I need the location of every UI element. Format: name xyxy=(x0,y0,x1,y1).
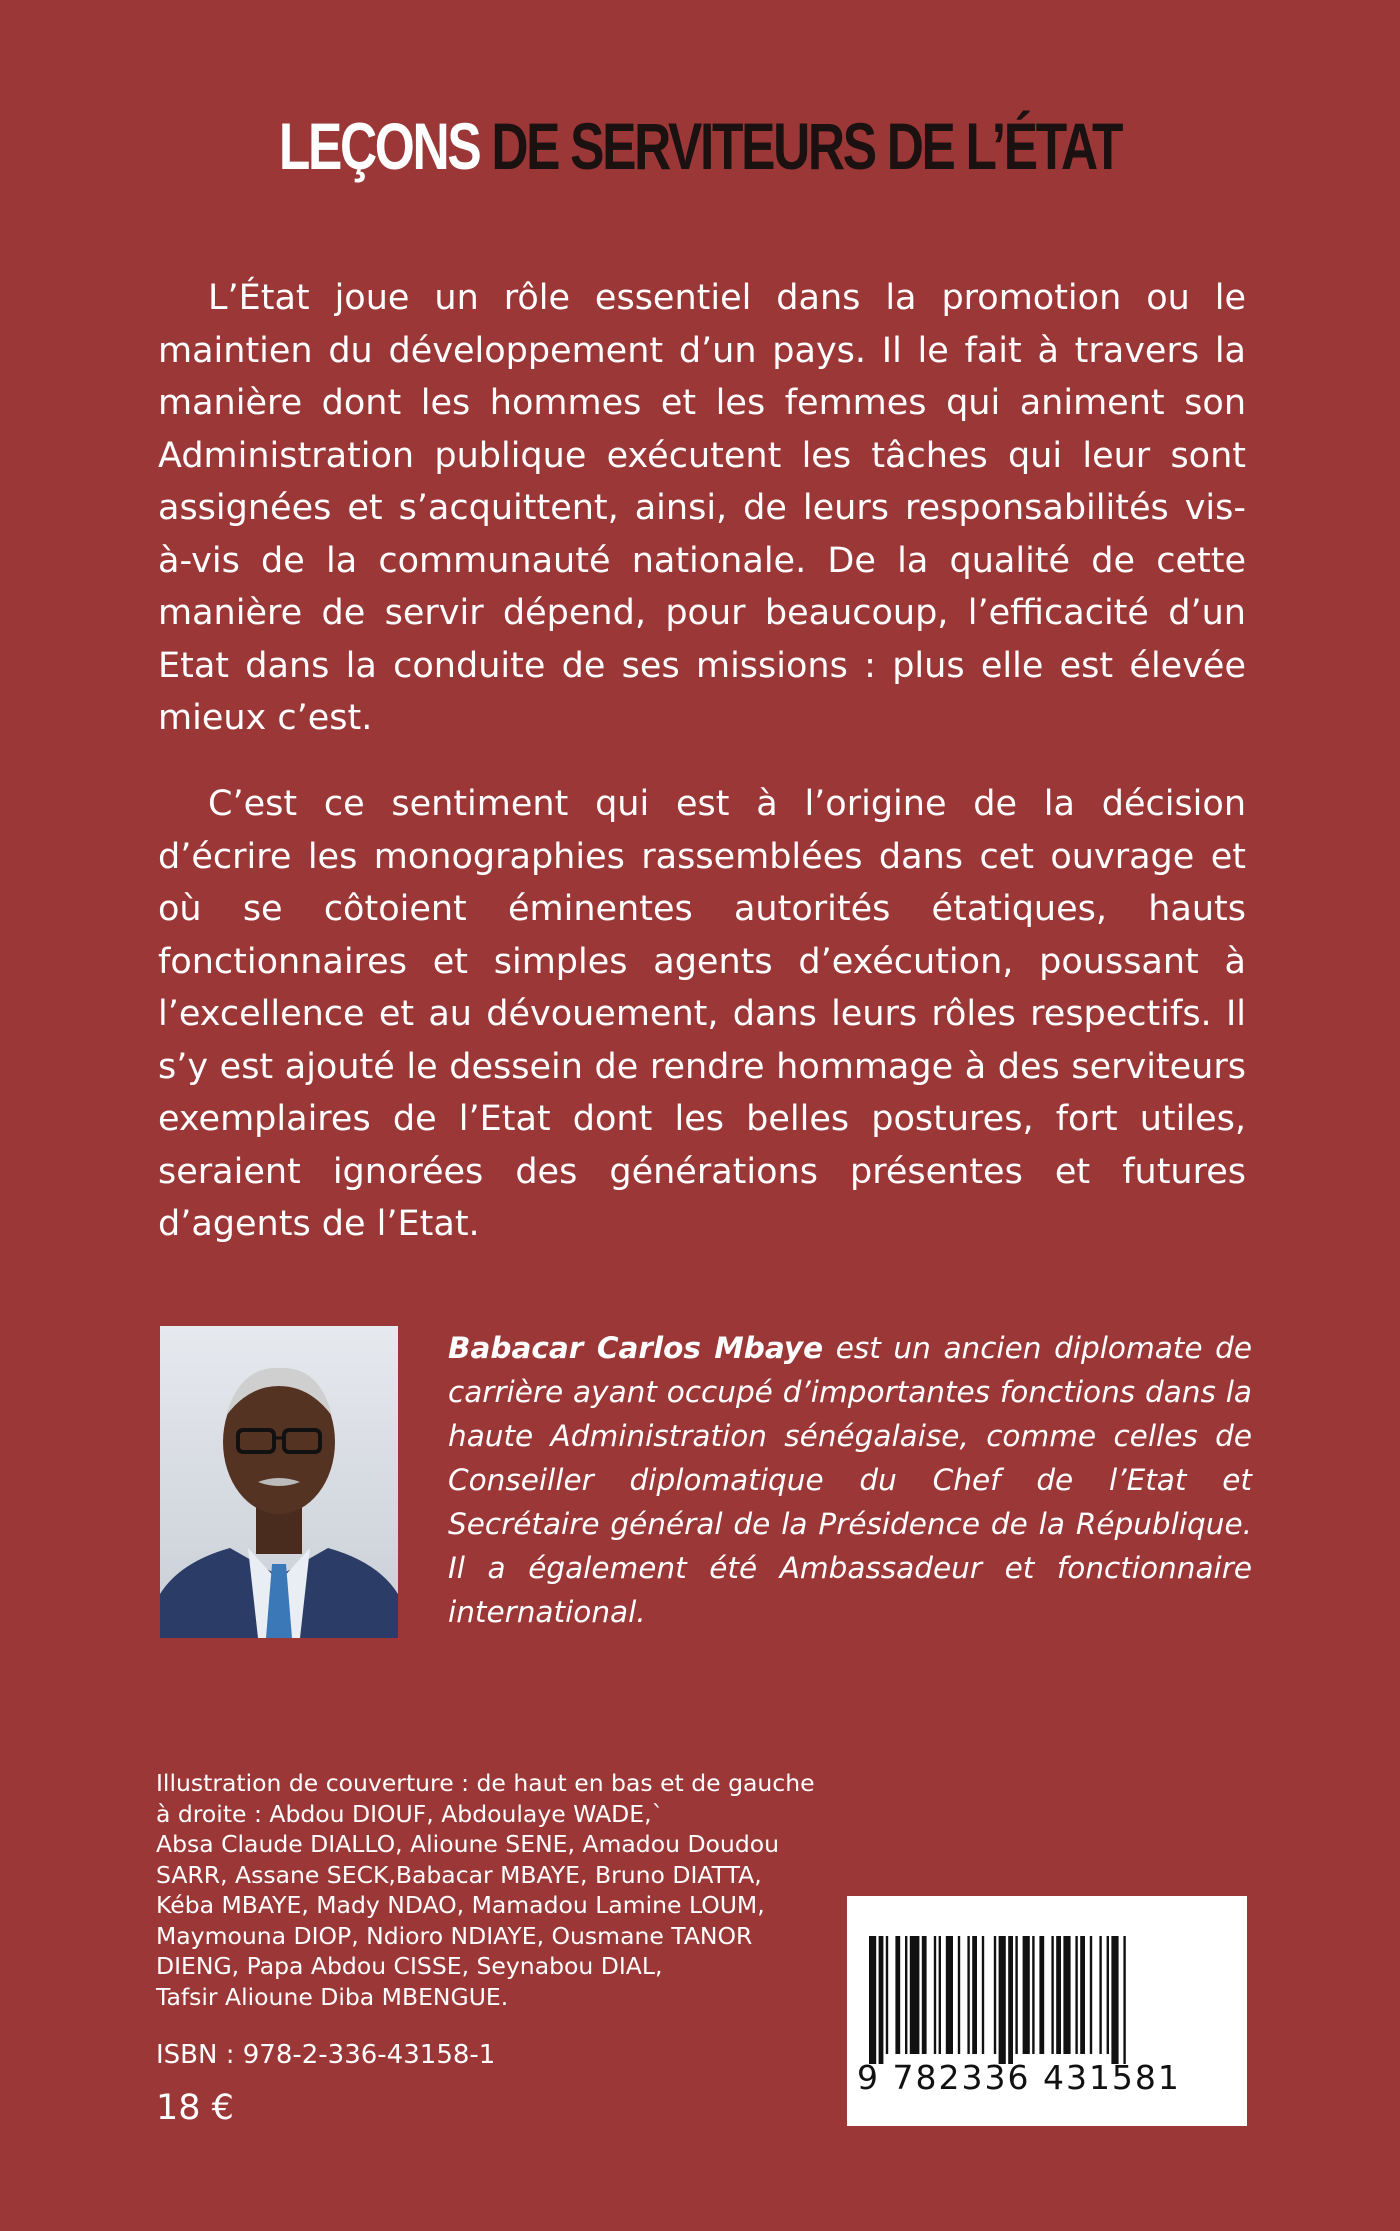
author-bio xyxy=(448,1326,1252,1634)
blurb-paragraph-2: C’est ce sentiment qui est à l’origine de la décision d’écrire les monographies rassemblées dans cet ouvrage et où se côtoient éminentes autorités étatiques, hauts fonctionnaires et simples agents d’exécution, poussant à l’excellence et au dévouement, dans leurs rôles respectifs. Il s’y est ajouté le dessein de rendre hommage à des serviteurs exemplaires de l’Etat dont les belles postures, fort utiles, seraient ignorées des générations présentes et futures d’agents de l’Etat. xyxy=(158,784,1246,1244)
isbn: ISBN : 978-2-336-43158-1 xyxy=(156,2040,496,2070)
barcode-bar xyxy=(1111,1936,1118,2064)
book-title xyxy=(154,108,1246,184)
barcode-bar xyxy=(994,1936,996,2054)
barcode-bar xyxy=(967,1936,969,2054)
title-part2: DE SERVITEURS DE L’ÉTAT xyxy=(491,109,1122,183)
title-part1: LEÇONS xyxy=(278,109,480,183)
barcode-bar xyxy=(905,1936,907,2054)
barcode-bar xyxy=(1039,1936,1044,2054)
barcode-bar xyxy=(934,1936,936,2054)
barcode-bar xyxy=(958,1936,960,2054)
illustration-credits: Illustration de couverture : de haut en bas et de gauche à droite : Abdou DIOUF, Abdoulaye WADE,` Absa Claude DIALLO, Alioune SENE, Amadou Doudou SARR, Assane SECK,Babacar MBAYE, Bruno DIATTA, Kéba MBAYE, Mady NDAO, Mamadou Lamine LOUM, Maymouna DIOP, Ndioro NDIAYE, Ousmane TANOR DIENG, Papa Abdou CISSE, Seynabou DIAL, Tafsir Alioune Diba MBENGUE. xyxy=(156,1769,815,2011)
author-photo xyxy=(160,1326,398,1638)
barcode-bar xyxy=(1032,1936,1034,2054)
barcode-bar xyxy=(910,1936,920,2054)
blurb-paragraph-1: L’État joue un rôle essentiel dans la promotion ou le maintien du développement d’un pays. Il le fait à travers la manière dont les hommes et les femmes qui animent son Administration publique exécutent les tâches qui leur sont assignées et s’acquittent, ainsi, de leurs responsabilités vis-à-vis de la communauté nationale. De la qualité de cette manière de servir dépend, pour beaucoup, l’efficacité d’un Etat dans la conduite de ses missions : plus elle est élevée mieux c’est. xyxy=(158,278,1246,738)
barcode-bar xyxy=(1090,1936,1092,2054)
barcode-bar xyxy=(1051,1936,1053,2054)
barcode-bar xyxy=(922,1936,927,2054)
barcode-bar xyxy=(982,1936,984,2054)
barcode-bar xyxy=(972,1936,977,2054)
barcode-bar xyxy=(1080,1936,1085,2054)
barcode-bar xyxy=(886,1936,888,2054)
barcode-bar xyxy=(1075,1936,1077,2054)
barcode-bar xyxy=(1099,1936,1101,2054)
barcode-bar xyxy=(1123,1936,1125,2064)
barcode-bar xyxy=(1056,1936,1061,2054)
barcode-bar xyxy=(895,1936,900,2054)
barcode-bar xyxy=(879,1936,884,2064)
barcode-bar xyxy=(1015,1936,1017,2054)
barcode-bar xyxy=(1107,1936,1109,2054)
barcode-bar xyxy=(1063,1936,1070,2054)
barcode-number: 9 782336 431581 xyxy=(857,2058,1181,2097)
barcode-bar xyxy=(1023,1936,1030,2054)
barcode-bar xyxy=(946,1936,953,2054)
barcode-bar xyxy=(1008,1936,1013,2064)
author-name: Babacar Carlos Mbaye xyxy=(448,1331,824,1365)
barcode xyxy=(847,1896,1247,2126)
price: 18 € xyxy=(156,2088,234,2128)
barcode-bar xyxy=(999,1936,1006,2064)
barcode-bar xyxy=(939,1936,941,2054)
author-bio-text: est un ancien diplomate de carrière ayant occupé d’importantes fonctions dans la haute Administration sénégalaise, comme celles de Conseiller diplomatique du Chef de l’Etat et Secrétaire général de la Présidence de la République. Il a également été Ambassadeur et fonctionnaire international. xyxy=(448,1331,1252,1629)
barcode-bar xyxy=(869,1936,876,2064)
